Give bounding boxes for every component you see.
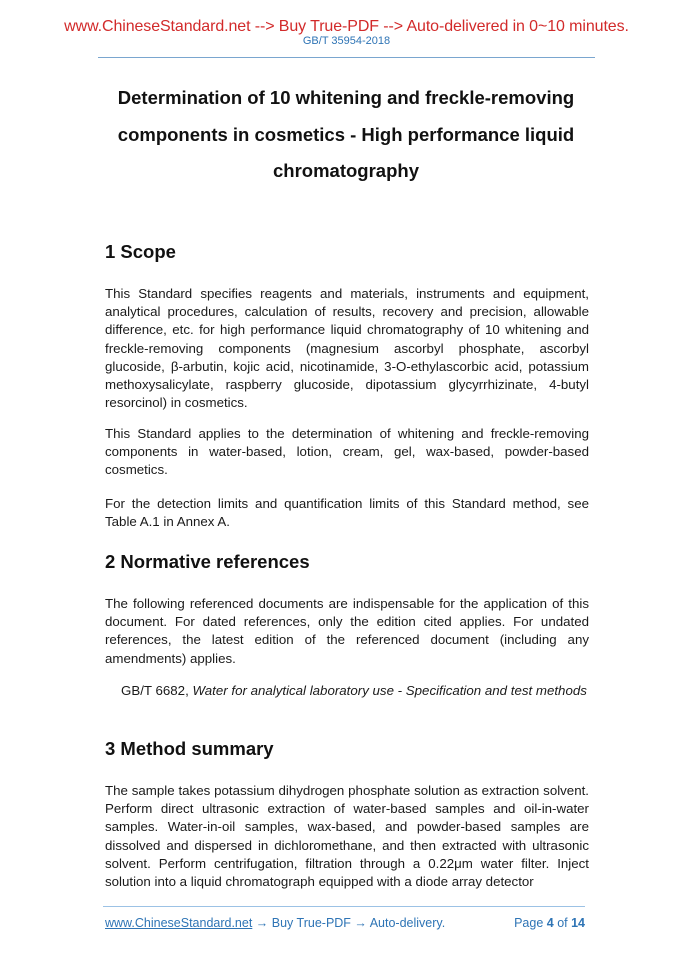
page-indicator xyxy=(514,916,585,930)
page-current: 4 xyxy=(546,916,554,930)
method-summary-paragraph: The sample takes potassium dihydrogen phosphate solution as extraction solvent. Perform direct ultrasonic extraction of water-based samples and oil-in-water samples. Water-in-oil samples, wax-based, and powder-based samples are dissolved and dispersed in dichloromethane, and then extracted with ultrasonic solvent. Perform centrifugation, filtration through a 0.22μm water filter. Inject solution into a liquid chromatograph equipped with a diode array detector xyxy=(105,783,589,890)
footer-tagline: → Buy True-PDF → Auto-delivery. xyxy=(252,916,446,930)
footer-site-link[interactable]: www.ChineseStandard.net xyxy=(105,916,253,930)
scope-paragraph-3: For the detection limits and quantification limits of this Standard method, see Table A.1 in Annex A. xyxy=(105,496,589,530)
reference-code: GB/T 6682, xyxy=(121,683,193,698)
document-title xyxy=(104,80,588,190)
page-total: 14 xyxy=(571,916,585,930)
reference-title: Water for analytical laboratory use - Specification and test methods xyxy=(192,683,587,698)
standard-code: GB/T 35954-2018 xyxy=(302,35,391,47)
title-line-3: chromatography xyxy=(273,160,419,181)
scope-paragraph-2: This Standard applies to the determination of whitening and freckle-removing components in water-based, lotion, cream, gel, wax-based, powder-based cosmetics. xyxy=(105,426,589,478)
scope-paragraph-1: This Standard specifies reagents and materials, instruments and equipment, analytical procedures, calculation of results, recovery and precision, allowable difference, etc. for high performance liquid chromatography of 10 whitening and freckle-removing components (magnesium ascorbyl phosphate, ascorbyl glucoside, β-arbutin, kojic acid, nicotinamide, 3-O-ethylascorbic acid, potassium methoxysalicylate, raspberry glucoside, dipotassium glycyrrhizinate, 4-butyl resorcinol) in cosmetics. xyxy=(105,286,589,411)
title-line-1: Determination of 10 whitening and freckle-removing xyxy=(117,87,575,108)
normative-references-paragraph: The following referenced documents are indispensable for the application of this document. For dated references, only the edition cited applies. For undated references, the latest edition of the referenced document (including any amendments) applies. xyxy=(105,596,589,666)
footer-divider xyxy=(103,906,585,907)
reference-item xyxy=(121,682,589,700)
section-heading-normative-references: 2 Normative references xyxy=(105,551,310,572)
header-divider xyxy=(98,57,595,58)
page-label: Page xyxy=(514,916,547,930)
section-heading-method-summary: 3 Method summary xyxy=(105,738,274,759)
section-heading-scope: 1 Scope xyxy=(105,241,176,262)
page-footer xyxy=(105,916,585,930)
page-of-label: of xyxy=(553,916,572,930)
promo-banner[interactable]: www.ChineseStandard.net --> Buy True-PDF --> Auto-delivered in 0~10 minutes. xyxy=(64,18,629,35)
title-line-2: components in cosmetics - High performance liquid xyxy=(117,123,575,145)
